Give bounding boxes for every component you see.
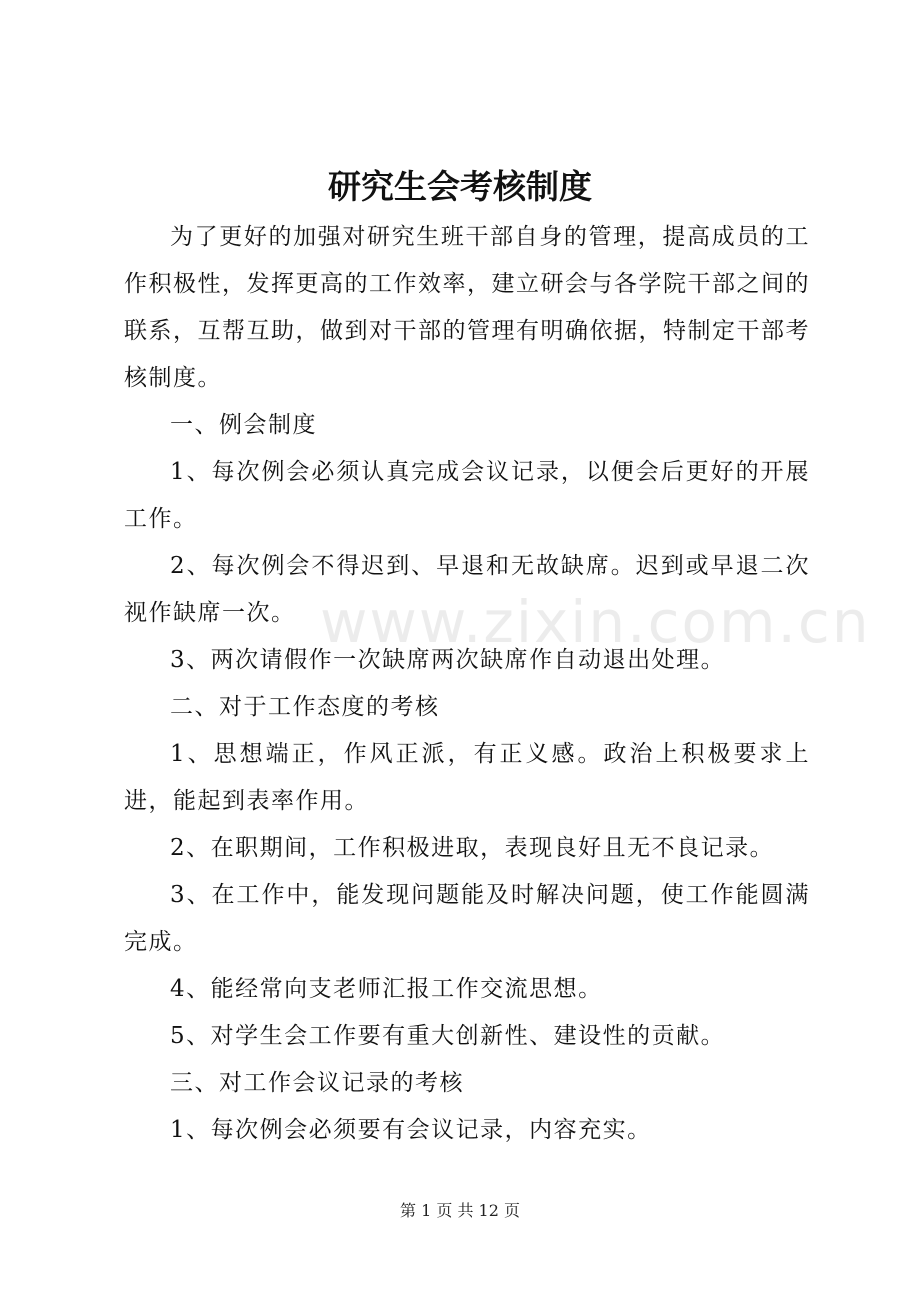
document-body <box>124 214 810 1154</box>
paragraph-item: 3、两次请假作一次缺席两次缺席作自动退出处理。 <box>170 647 726 673</box>
page-footer: 第 1 页 共 12 页 <box>400 1201 520 1220</box>
watermark: www.zixin.com.cn <box>320 588 871 656</box>
paragraph-item: 1、思想端正，作风正派，有正义感。政治上积极要求上进，能起到表率作用。 <box>124 741 810 814</box>
paragraph-item: 1、每次例会必须要有会议记录，内容充实。 <box>170 1117 652 1143</box>
paragraph-item: 3、在工作中，能发现问题能及时解决问题，使工作能圆满完成。 <box>124 882 810 955</box>
paragraph-item: 5、对学生会工作要有重大创新性、建设性的贡献。 <box>170 1023 726 1049</box>
paragraph-intro: 为了更好的加强对研究生班干部自身的管理，提高成员的工作积极性，发挥更高的工作效率，建立研会与各学院干部之间的联系，互帮互助，做到对干部的管理有明确依据，特制定干部考核制度。 <box>124 224 810 391</box>
section-heading-3: 三、对工作会议记录的考核 <box>170 1070 464 1096</box>
paragraph-item: 1、每次例会必须认真完成会议记录，以便会后更好的开展工作。 <box>124 459 810 532</box>
paragraph-item: 2、每次例会不得迟到、早退和无故缺席。迟到或早退二次视作缺席一次。 <box>124 553 810 626</box>
paragraph-item: 2、在职期间，工作积极进取，表现良好且无不良记录。 <box>170 835 775 861</box>
section-heading-1: 一、例会制度 <box>170 412 317 438</box>
document-title: 研究生会考核制度 <box>328 167 592 206</box>
section-heading-2: 二、对于工作态度的考核 <box>170 694 440 720</box>
paragraph-item: 4、能经常向支老师汇报工作交流思想。 <box>170 976 603 1002</box>
